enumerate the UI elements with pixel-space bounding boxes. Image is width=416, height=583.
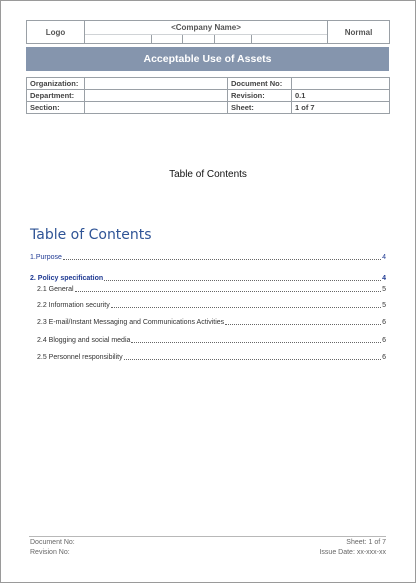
department-value bbox=[85, 90, 228, 102]
toc-heading: Table of Contents bbox=[30, 227, 152, 243]
document-title: Acceptable Use of Assets bbox=[26, 47, 389, 71]
document-header-table bbox=[26, 20, 390, 44]
toc-entry-blogging-social-media[interactable]: 2.4 Blogging and social media 6 bbox=[37, 337, 386, 344]
footer-document-no: Document No: bbox=[30, 539, 75, 546]
toc-entry-general[interactable]: 2.1 General 5 bbox=[37, 286, 386, 293]
footer-sheet: Sheet: 1 of 7 bbox=[346, 539, 386, 546]
document-no-value bbox=[292, 78, 390, 90]
toc-entry-personnel-responsibility[interactable]: 2.5 Personnel responsibility 6 bbox=[37, 354, 386, 361]
toc-entry-email-messaging[interactable]: 2.3 E-mail/Instant Messaging and Communications Activities 6 bbox=[37, 319, 386, 326]
department-label: Department: bbox=[27, 90, 85, 102]
section-value bbox=[85, 102, 228, 114]
revision-label: Revision: bbox=[228, 90, 292, 102]
document-info-table bbox=[26, 77, 390, 114]
classification-cell: Normal bbox=[328, 21, 390, 44]
sheet-label: Sheet: bbox=[228, 102, 292, 114]
sheet-value: 1 of 7 bbox=[292, 102, 390, 114]
company-name-cell: <Company Name> bbox=[85, 21, 328, 44]
footer-issue-date: Issue Date: xx-xxx-xx bbox=[319, 549, 386, 556]
organization-value bbox=[85, 78, 228, 90]
toc-entry-information-security[interactable]: 2.2 Information security 5 bbox=[37, 302, 386, 309]
footer-divider bbox=[29, 536, 386, 537]
organization-label: Organization: bbox=[27, 78, 85, 90]
footer-revision-no: Revision No: bbox=[30, 549, 70, 556]
logo-cell: Logo bbox=[27, 21, 85, 44]
document-no-label: Document No: bbox=[228, 78, 292, 90]
toc-entry-purpose[interactable]: 1.Purpose 4 bbox=[30, 254, 386, 261]
toc-page-heading: Table of Contents bbox=[169, 169, 247, 180]
section-label: Section: bbox=[27, 102, 85, 114]
revision-value: 0.1 bbox=[292, 90, 390, 102]
toc-entry-policy-specification[interactable]: 2. Policy specification 4 bbox=[30, 275, 386, 282]
